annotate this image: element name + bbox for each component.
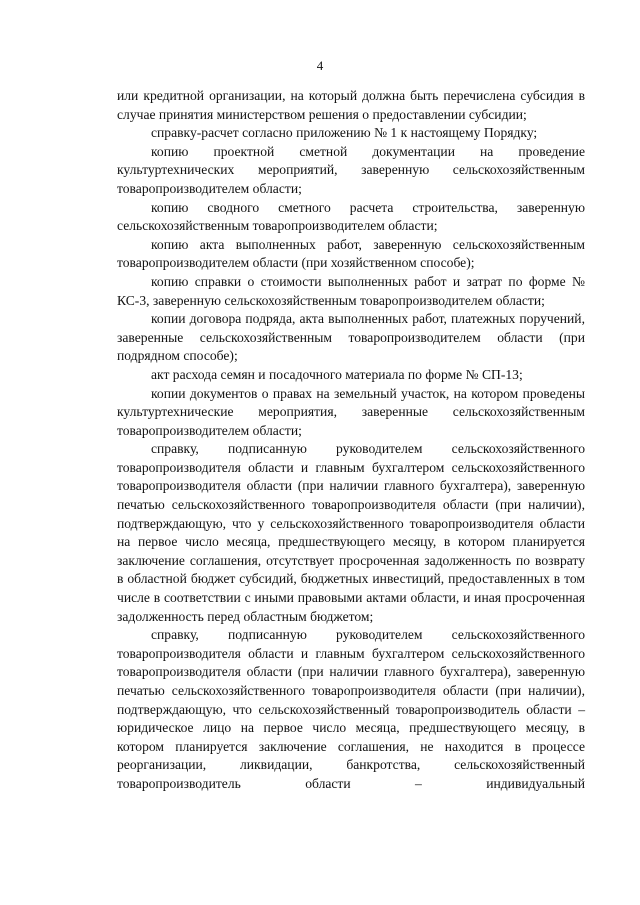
paragraph-10: справку, подписанную руководителем сельскохозяйственного товаропроизводителя области и главным бухгалтером сельскохозяйственного товаропроизводителя области (при наличии главного бухгалтера), заверенную печатью сельскохозяйственного товаропроизводителя области (при наличии), подтверждающую, что у сельскохозяйственного товаропроизводителя области на первое число месяца, предшествующего месяцу, в котором планируется заключение соглашения, отсутствует просроченная задолженность по возврату в областной бюджет субсидий, бюджетных инвестиций, предоставленных в том числе в соответствии с иными правовыми актами области, и иная просроченная задолженность перед областным бюджетом; bbox=[117, 441, 585, 624]
paragraph-4: копию сводного сметного расчета строительства, заверенную сельскохозяйственным товаропроизводителем области; bbox=[117, 199, 585, 234]
paragraph-3: копию проектной сметной документации на проведение культуртехнических мероприятий, заверенную сельскохозяйственным товаропроизводителем области; bbox=[117, 143, 585, 196]
page-number: 4 bbox=[316, 58, 324, 73]
paragraph-1: или кредитной организации, на который должна быть перечислена субсидия в случае принятия министерством решения о предоставлении субсидии; bbox=[117, 88, 585, 122]
paragraph-2: справку-расчет согласно приложению № 1 к настоящему Порядку; bbox=[151, 125, 538, 141]
paragraph-9: копии документов о правах на земельный участок, на котором проведены культуртехнические мероприятия, заверенные сельскохозяйственным товаропроизводителем области; bbox=[117, 385, 585, 438]
paragraph-5: копию акта выполненных работ, заверенную сельскохозяйственным товаропроизводителем области (при хозяйственном способе); bbox=[117, 236, 585, 271]
paragraph-6: копию справки о стоимости выполненных работ и затрат по форме № КС-3, заверенную сельскохозяйственным товаропроизводителем области; bbox=[117, 273, 585, 308]
paragraph-11: справку, подписанную руководителем сельскохозяйственного товаропроизводителя области и главным бухгалтером сельскохозяйственного товаропроизводителя области (при наличии главного бухгалтера), заверенную печатью сельскохозяйственного товаропроизводителя области (при наличии), подтверждающую, что сельскохозяйственный товаропроизводитель области – юридическое лицо на первое число месяца, предшествующего месяцу, в котором планируется заключение соглашения, не находится в процессе реорганизации, ликвидации, банкротства, сельскохозяйственный товаропроизводитель области – индивидуальный bbox=[117, 627, 585, 791]
paragraph-8: акт расхода семян и посадочного материала по форме № СП-13; bbox=[151, 366, 523, 382]
paragraph-7: копии договора подряда, акта выполненных работ, платежных поручений, заверенные сельскохозяйственным товаропроизводителем области (при подрядном способе); bbox=[117, 311, 585, 364]
document-body bbox=[117, 87, 585, 794]
